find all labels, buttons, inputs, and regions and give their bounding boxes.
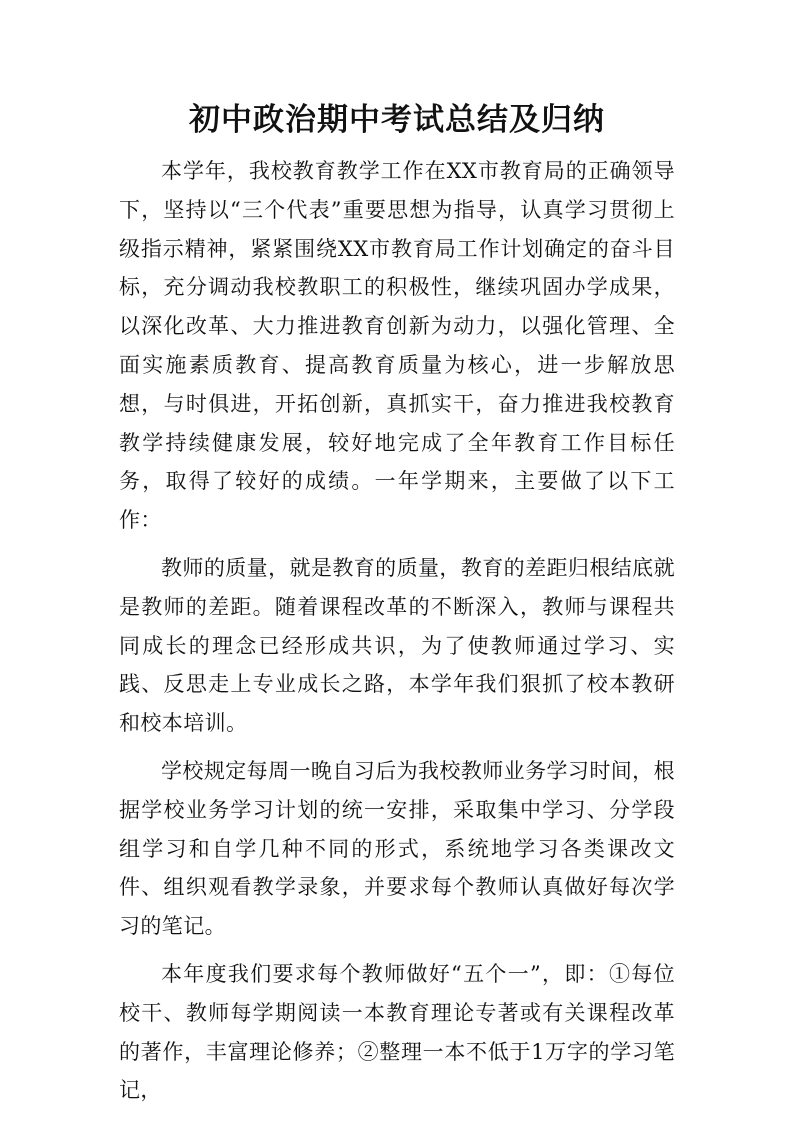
document-title: 初中政治期中考试总结及归纳 [189,102,605,138]
paragraph-five-ones: 本年度我们要求每个教师做好“五个一”，即：①每位校干、教师每学期阅读一本教育理论专著或有关课程改革的著作，丰富理论修养；②整理一本不低于1万字的学习笔记， [119,961,675,1103]
document-body [119,152,675,1119]
paragraph-teacher-quality: 教师的质量，就是教育的质量，教育的差距归根结底就是教师的差距。随着课程改革的不断深入，教师与课程共同成长的理念已经形成共识，为了使教师通过学习、实践、反思走上专业成长之路，本学年我们狠抓了校本教研和校本培训。 [119,555,675,736]
paragraph-intro: 本学年，我校教育教学工作在XX市教育局的正确领导下，坚持以“三个代表”重要思想为指导，认真学习贯彻上级指示精神，紧紧围绕XX市教育局工作计划确定的奋斗目标，充分调动我校教职工的积极性，继续巩固办学成果，以深化改革、大力推进教育创新为动力，以强化管理、全面实施素质教育、提高教育质量为核心，进一步解放思想，与时俱进，开拓创新，真抓实干，奋力推进我校教育教学持续健康发展，较好地完成了全年教育工作目标任务，取得了较好的成绩。一年学期来，主要做了以下工作： [119,159,675,533]
paragraph-weekly-study: 学校规定每周一晚自习后为我校教师业务学习时间，根据学校业务学习计划的统一安排，采取集中学习、分学段组学习和自学几种不同的形式，系统地学习各类课改文件、组织观看教学录象，并要求每个教师认真做好每次学习的笔记。 [119,758,675,939]
